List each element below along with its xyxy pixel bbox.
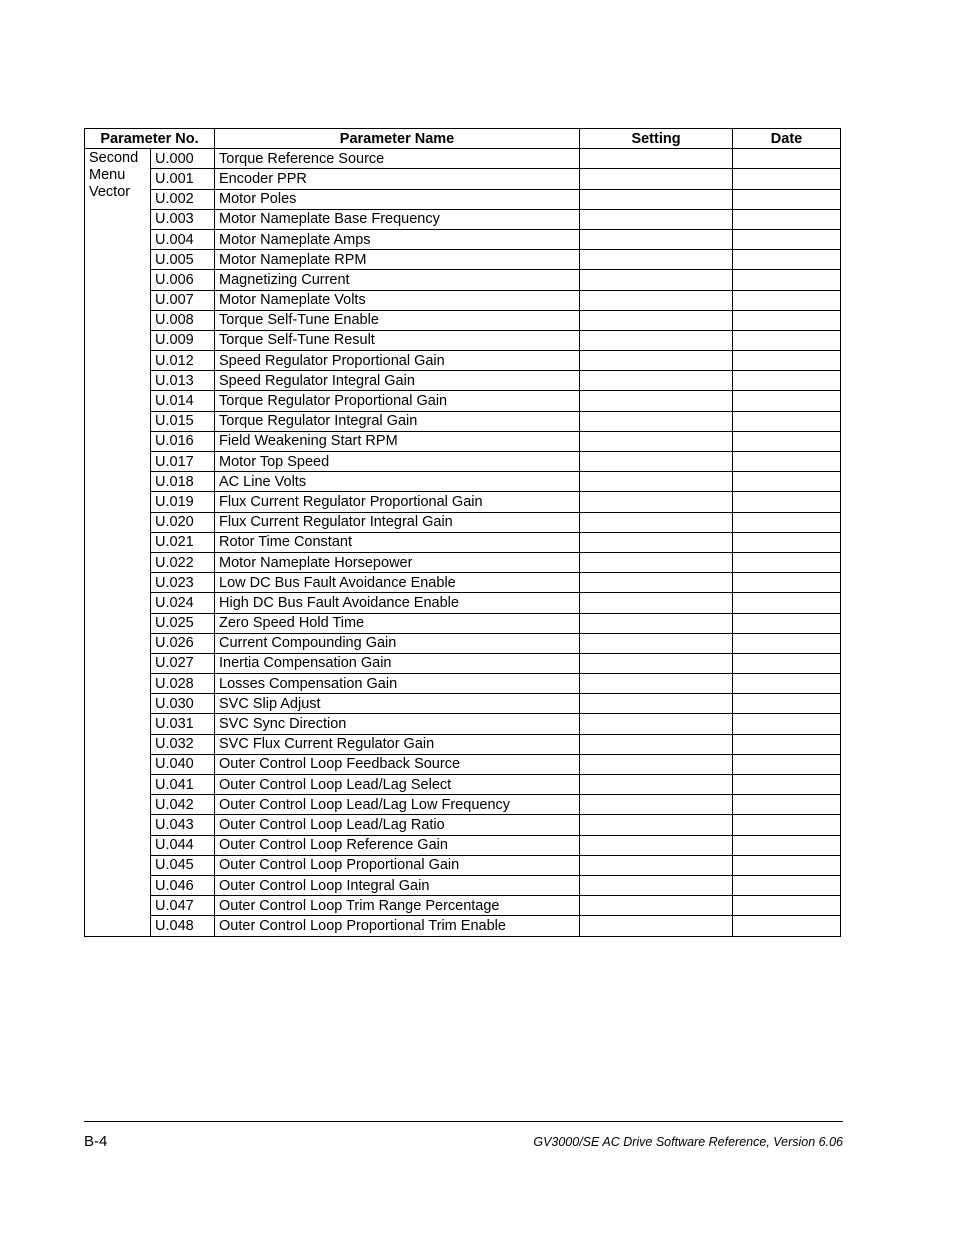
parameter-name-cell: Field Weakening Start RPM	[215, 431, 580, 451]
group-label	[85, 149, 151, 936]
table-row	[85, 875, 841, 895]
parameter-number-cell: U.047	[151, 896, 215, 916]
table-row	[85, 694, 841, 714]
parameter-name-cell: Outer Control Loop Lead/Lag Select	[215, 775, 580, 795]
table-row	[85, 189, 841, 209]
date-cell	[733, 875, 841, 895]
parameter-number-cell: U.016	[151, 431, 215, 451]
parameter-number-cell: U.027	[151, 653, 215, 673]
parameter-number-cell: U.004	[151, 229, 215, 249]
parameter-name-cell: Torque Regulator Proportional Gain	[215, 391, 580, 411]
date-cell	[733, 290, 841, 310]
parameter-number-cell: U.014	[151, 391, 215, 411]
table-row	[85, 391, 841, 411]
setting-cell	[580, 189, 733, 209]
parameter-number-cell: U.044	[151, 835, 215, 855]
parameter-name-cell: Motor Nameplate RPM	[215, 250, 580, 270]
setting-cell	[580, 855, 733, 875]
header-parameter-name: Parameter Name	[215, 129, 580, 149]
setting-cell	[580, 371, 733, 391]
parameter-name-cell: Motor Nameplate Amps	[215, 229, 580, 249]
parameter-number-cell: U.009	[151, 330, 215, 350]
setting-cell	[580, 431, 733, 451]
parameter-name-cell: Motor Poles	[215, 189, 580, 209]
setting-cell	[580, 290, 733, 310]
parameter-number-cell: U.026	[151, 633, 215, 653]
parameter-number-cell: U.008	[151, 310, 215, 330]
parameter-number-cell: U.006	[151, 270, 215, 290]
parameter-name-cell: SVC Slip Adjust	[215, 694, 580, 714]
date-cell	[733, 714, 841, 734]
parameter-name-cell: Outer Control Loop Feedback Source	[215, 754, 580, 774]
footer-rule	[84, 1121, 843, 1122]
table-row	[85, 371, 841, 391]
table-row	[85, 431, 841, 451]
parameter-name-cell: Torque Self-Tune Enable	[215, 310, 580, 330]
parameter-name-cell: Outer Control Loop Integral Gain	[215, 875, 580, 895]
parameter-number-cell: U.023	[151, 573, 215, 593]
table-row	[85, 552, 841, 572]
setting-cell	[580, 795, 733, 815]
table-row	[85, 593, 841, 613]
parameter-number-cell: U.024	[151, 593, 215, 613]
setting-cell	[580, 270, 733, 290]
parameter-name-cell: Outer Control Loop Proportional Trim Enable	[215, 916, 580, 936]
setting-cell	[580, 209, 733, 229]
setting-cell	[580, 250, 733, 270]
table-row	[85, 411, 841, 431]
parameter-name-cell: Low DC Bus Fault Avoidance Enable	[215, 573, 580, 593]
parameter-number-cell: U.032	[151, 734, 215, 754]
setting-cell	[580, 815, 733, 835]
date-cell	[733, 189, 841, 209]
date-cell	[733, 593, 841, 613]
table-header-row	[85, 129, 841, 149]
parameter-number-cell: U.015	[151, 411, 215, 431]
setting-cell	[580, 653, 733, 673]
parameter-name-cell: Flux Current Regulator Proportional Gain	[215, 492, 580, 512]
table-row	[85, 815, 841, 835]
parameter-number-cell: U.019	[151, 492, 215, 512]
date-cell	[733, 351, 841, 371]
parameter-number-cell: U.012	[151, 351, 215, 371]
date-cell	[733, 149, 841, 169]
parameter-number-cell: U.045	[151, 855, 215, 875]
table-row	[85, 734, 841, 754]
parameter-name-cell: Outer Control Loop Proportional Gain	[215, 855, 580, 875]
parameter-number-cell: U.040	[151, 754, 215, 774]
parameter-name-cell: Inertia Compensation Gain	[215, 653, 580, 673]
parameter-number-cell: U.001	[151, 169, 215, 189]
parameter-name-cell: AC Line Volts	[215, 472, 580, 492]
group-label-line: Vector	[89, 184, 131, 201]
setting-cell	[580, 391, 733, 411]
setting-cell	[580, 633, 733, 653]
date-cell	[733, 310, 841, 330]
parameter-number-cell: U.041	[151, 775, 215, 795]
date-cell	[733, 916, 841, 936]
table-row	[85, 229, 841, 249]
table-row	[85, 775, 841, 795]
table-row	[85, 270, 841, 290]
parameter-number-cell: U.020	[151, 512, 215, 532]
table-row	[85, 330, 841, 350]
setting-cell	[580, 452, 733, 472]
setting-cell	[580, 351, 733, 371]
date-cell	[733, 573, 841, 593]
table-row	[85, 472, 841, 492]
setting-cell	[580, 532, 733, 552]
group-label-line: Second	[89, 150, 139, 167]
table-row	[85, 613, 841, 633]
setting-cell	[580, 552, 733, 572]
setting-cell	[580, 169, 733, 189]
setting-cell	[580, 916, 733, 936]
table-row	[85, 835, 841, 855]
setting-cell	[580, 835, 733, 855]
parameter-name-cell: SVC Flux Current Regulator Gain	[215, 734, 580, 754]
setting-cell	[580, 573, 733, 593]
parameter-number-cell: U.018	[151, 472, 215, 492]
date-cell	[733, 633, 841, 653]
parameter-number-cell: U.025	[151, 613, 215, 633]
parameter-name-cell: Outer Control Loop Lead/Lag Ratio	[215, 815, 580, 835]
table-row	[85, 310, 841, 330]
setting-cell	[580, 593, 733, 613]
date-cell	[733, 855, 841, 875]
date-cell	[733, 452, 841, 472]
setting-cell	[580, 229, 733, 249]
table-row	[85, 714, 841, 734]
parameter-number-cell: U.002	[151, 189, 215, 209]
parameter-name-cell: Flux Current Regulator Integral Gain	[215, 512, 580, 532]
date-cell	[733, 896, 841, 916]
setting-cell	[580, 896, 733, 916]
setting-cell	[580, 472, 733, 492]
date-cell	[733, 754, 841, 774]
parameter-table	[84, 128, 841, 937]
parameter-name-cell: Torque Regulator Integral Gain	[215, 411, 580, 431]
parameter-number-cell: U.022	[151, 552, 215, 572]
table-row	[85, 532, 841, 552]
parameter-name-cell: Motor Top Speed	[215, 452, 580, 472]
setting-cell	[580, 674, 733, 694]
parameter-number-cell: U.017	[151, 452, 215, 472]
parameter-number-cell: U.003	[151, 209, 215, 229]
table-row	[85, 250, 841, 270]
parameter-name-cell: Outer Control Loop Trim Range Percentage	[215, 896, 580, 916]
date-cell	[733, 371, 841, 391]
parameter-name-cell: Rotor Time Constant	[215, 532, 580, 552]
date-cell	[733, 472, 841, 492]
date-cell	[733, 613, 841, 633]
parameter-name-cell: Speed Regulator Proportional Gain	[215, 351, 580, 371]
date-cell	[733, 552, 841, 572]
parameter-number-cell: U.028	[151, 674, 215, 694]
table-row	[85, 573, 841, 593]
parameter-name-cell: Speed Regulator Integral Gain	[215, 371, 580, 391]
parameter-number-cell: U.000	[151, 149, 215, 169]
header-setting: Setting	[580, 129, 733, 149]
date-cell	[733, 330, 841, 350]
parameter-name-cell: Motor Nameplate Horsepower	[215, 552, 580, 572]
parameter-name-cell: Outer Control Loop Lead/Lag Low Frequency	[215, 795, 580, 815]
parameter-number-cell: U.042	[151, 795, 215, 815]
parameter-name-cell: Magnetizing Current	[215, 270, 580, 290]
group-label-line: Menu	[89, 167, 126, 184]
setting-cell	[580, 754, 733, 774]
table-row	[85, 896, 841, 916]
date-cell	[733, 229, 841, 249]
table-row	[85, 795, 841, 815]
setting-cell	[580, 714, 733, 734]
parameter-number-cell: U.005	[151, 250, 215, 270]
date-cell	[733, 431, 841, 451]
table-row	[85, 290, 841, 310]
date-cell	[733, 815, 841, 835]
setting-cell	[580, 330, 733, 350]
setting-cell	[580, 694, 733, 714]
parameter-name-cell: Motor Nameplate Base Frequency	[215, 209, 580, 229]
parameter-name-cell: Torque Self-Tune Result	[215, 330, 580, 350]
table-row	[85, 754, 841, 774]
setting-cell	[580, 492, 733, 512]
date-cell	[733, 532, 841, 552]
date-cell	[733, 653, 841, 673]
date-cell	[733, 694, 841, 714]
setting-cell	[580, 613, 733, 633]
parameter-name-cell: Motor Nameplate Volts	[215, 290, 580, 310]
parameter-number-cell: U.043	[151, 815, 215, 835]
header-date: Date	[733, 129, 841, 149]
parameter-number-cell: U.007	[151, 290, 215, 310]
setting-cell	[580, 734, 733, 754]
table-row	[85, 492, 841, 512]
date-cell	[733, 492, 841, 512]
table-row	[85, 149, 841, 169]
parameter-number-cell: U.046	[151, 875, 215, 895]
table-row	[85, 653, 841, 673]
setting-cell	[580, 512, 733, 532]
parameter-number-cell: U.021	[151, 532, 215, 552]
table-row	[85, 209, 841, 229]
table-row	[85, 916, 841, 936]
parameter-number-cell: U.031	[151, 714, 215, 734]
table-row	[85, 633, 841, 653]
date-cell	[733, 795, 841, 815]
parameter-name-cell: Encoder PPR	[215, 169, 580, 189]
setting-cell	[580, 411, 733, 431]
parameter-name-cell: Torque Reference Source	[215, 149, 580, 169]
table-row	[85, 855, 841, 875]
setting-cell	[580, 310, 733, 330]
parameter-name-cell: High DC Bus Fault Avoidance Enable	[215, 593, 580, 613]
header-parameter-no: Parameter No.	[85, 129, 215, 149]
date-cell	[733, 169, 841, 189]
parameter-number-cell: U.048	[151, 916, 215, 936]
setting-cell	[580, 775, 733, 795]
date-cell	[733, 835, 841, 855]
table-row	[85, 452, 841, 472]
parameter-name-cell: Losses Compensation Gain	[215, 674, 580, 694]
parameter-number-cell: U.030	[151, 694, 215, 714]
date-cell	[733, 734, 841, 754]
document-title: GV3000/SE AC Drive Software Reference, Version 6.06	[533, 1135, 843, 1149]
table-row	[85, 512, 841, 532]
parameter-number-cell: U.013	[151, 371, 215, 391]
date-cell	[733, 512, 841, 532]
parameter-name-cell: Outer Control Loop Reference Gain	[215, 835, 580, 855]
date-cell	[733, 250, 841, 270]
parameter-name-cell: SVC Sync Direction	[215, 714, 580, 734]
page-number: B-4	[84, 1133, 108, 1150]
setting-cell	[580, 875, 733, 895]
date-cell	[733, 775, 841, 795]
date-cell	[733, 270, 841, 290]
parameter-name-cell: Current Compounding Gain	[215, 633, 580, 653]
parameter-name-cell: Zero Speed Hold Time	[215, 613, 580, 633]
setting-cell	[580, 149, 733, 169]
date-cell	[733, 411, 841, 431]
date-cell	[733, 391, 841, 411]
date-cell	[733, 674, 841, 694]
date-cell	[733, 209, 841, 229]
parameter-table-body	[85, 149, 841, 936]
table-row	[85, 169, 841, 189]
table-row	[85, 674, 841, 694]
table-row	[85, 351, 841, 371]
